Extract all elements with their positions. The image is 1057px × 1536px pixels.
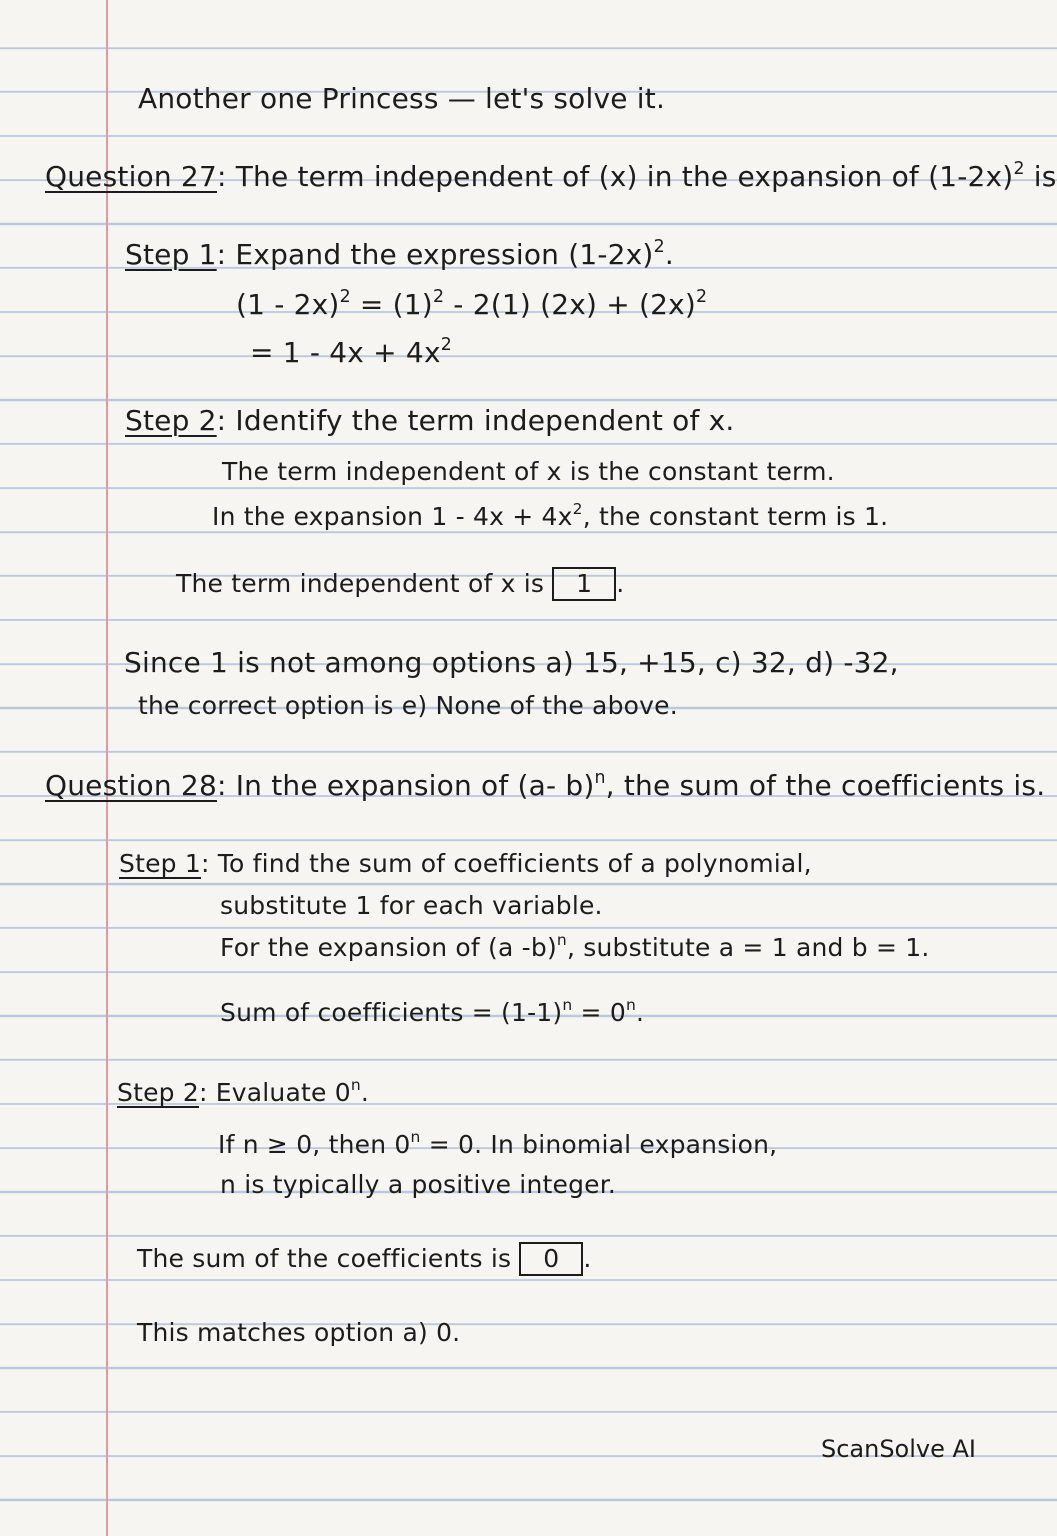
intro-line: Another one Princess — let's solve it. <box>138 82 666 115</box>
q27-prompt: Question 27: The term independent of (x) in the expansion of $(1-2x)^2$ is <box>45 158 1057 193</box>
footer-brand: ScanSolve AI <box>820 1435 976 1463</box>
q28-result: The sum of the coefficients is 0 . <box>137 1242 592 1276</box>
q27-step1: Step 1: Expand the expression $(1-2x)^2$. <box>125 236 674 271</box>
q28-step1-line2: For the expansion of (a -b)$^n$, substitute a = 1 and b = 1. <box>220 931 930 962</box>
q27-answer-box: 1 <box>552 567 616 601</box>
q28-step1: Step 1: To find the sum of coefficients of a polynomial, <box>119 849 812 878</box>
q28-step1-label: Step 1 <box>119 849 201 878</box>
q27-result: The term independent of x is 1 . <box>176 567 624 601</box>
q28-label: Question 28 <box>45 769 217 802</box>
q27-eq1: $(1 - 2x)^2 = (1)^2 - 2(1) (2x) + (2x)^2$ <box>236 286 708 321</box>
q27-step2-line1: The term independent of x is the constant term. <box>222 457 835 486</box>
q28-step2-line2: n is typically a positive integer. <box>220 1170 617 1199</box>
q28-step2-line1: If n ≥ 0, then $0^n = 0$. In binomial expansion, <box>218 1128 778 1159</box>
q28-step1-line1: substitute 1 for each variable. <box>220 891 603 920</box>
q27-step2-line2: In the expansion $1 - 4x + 4x^2$, the constant term is 1. <box>212 500 889 531</box>
q27-since-line2: the correct option is e) None of the above. <box>138 691 678 720</box>
q28-step2-label: Step 2 <box>117 1078 199 1107</box>
margin-line <box>106 0 108 1536</box>
q28-prompt: Question 28: In the expansion of (a- b)$^n$, the sum of the coefficients is. <box>45 767 1046 802</box>
q27-eq2: = $1 - 4x + 4x^2$ <box>250 334 452 369</box>
q27-step2-label: Step 2 <box>125 404 217 437</box>
q27-step2: Step 2: Identify the term independent of x. <box>125 404 735 437</box>
q28-answer-box: 0 <box>519 1242 583 1276</box>
q27-step1-label: Step 1 <box>125 238 217 271</box>
q27-since-line1: Since 1 is not among options a) 15, +15, c) 32, d) -32, <box>124 646 899 679</box>
q27-label: Question 27 <box>45 160 217 193</box>
q28-match: This matches option a) 0. <box>137 1318 461 1347</box>
q28-step2: Step 2: Evaluate 0$^n$. <box>117 1076 369 1107</box>
q28-step1-line3: Sum of coefficients = $(1-1)^n = 0^n$. <box>220 996 645 1027</box>
